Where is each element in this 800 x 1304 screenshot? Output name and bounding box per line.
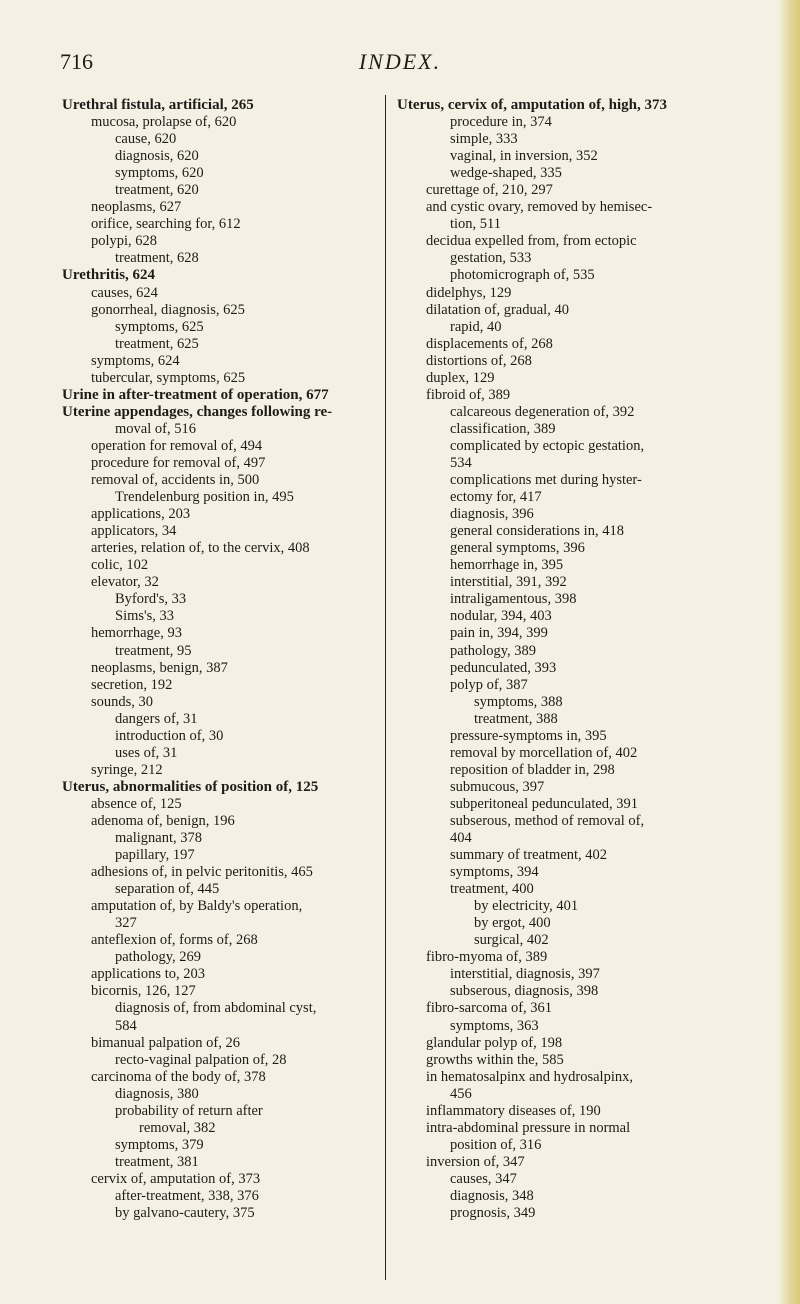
index-entry: fibroid of, 389 <box>426 386 511 403</box>
index-entry: decidua expelled from, from ectopic <box>426 233 637 250</box>
index-entry: neoplasms, 627 <box>91 199 182 216</box>
index-entry: treatment, 388 <box>474 710 558 727</box>
index-entry: subserous, diagnosis, 398 <box>450 983 599 1000</box>
index-entry: papillary, 197 <box>115 847 195 864</box>
index-entry: interstitial, diagnosis, 397 <box>450 966 600 983</box>
index-entry: syringe, 212 <box>91 761 163 778</box>
index-entry: moval of, 516 <box>115 420 196 437</box>
index-entry: pain in, 394, 399 <box>450 625 548 642</box>
index-entry: 584 <box>115 1017 137 1034</box>
index-entry: procedure for removal of, 497 <box>91 454 266 471</box>
index-entry: Urethral fistula, artificial, 265 <box>62 97 254 113</box>
index-entry: pressure-symptoms in, 395 <box>450 727 607 744</box>
index-entry: simple, 333 <box>450 131 518 148</box>
index-entry: general symptoms, 396 <box>450 540 585 557</box>
index-entry: Sims's, 33 <box>115 608 175 625</box>
index-entry: 327 <box>115 915 137 932</box>
index-entry: position of, 316 <box>450 1136 542 1153</box>
index-entry: procedure in, 374 <box>450 114 552 131</box>
index-entry: treatment, 625 <box>115 335 199 352</box>
index-entry: neoplasms, benign, 387 <box>91 659 228 676</box>
index-entry: carcinoma of the body of, 378 <box>91 1068 266 1085</box>
index-entry: photomicrograph of, 535 <box>450 267 595 284</box>
index-entry: classification, 389 <box>450 420 556 437</box>
index-entry: duplex, 129 <box>426 369 495 386</box>
index-entry: anteflexion of, forms of, 268 <box>91 932 258 949</box>
index-entry: pedunculated, 393 <box>450 659 557 676</box>
index-column-right <box>397 97 752 1222</box>
index-entry: complications met during hyster- <box>450 472 642 489</box>
index-entry: didelphys, 129 <box>426 284 512 301</box>
index-entry: dangers of, 31 <box>115 710 198 727</box>
index-entry: separation of, 445 <box>115 881 220 898</box>
index-entry: probability of return after <box>115 1102 263 1119</box>
index-entry: curettage of, 210, 297 <box>426 182 553 199</box>
index-entry: hemorrhage in, 395 <box>450 557 564 574</box>
index-entry: symptoms, 388 <box>474 693 563 710</box>
index-entry: pathology, 389 <box>450 642 537 659</box>
index-entry: operation for removal of, 494 <box>91 437 263 454</box>
index-entry: displacements of, 268 <box>426 335 553 352</box>
index-entry: bimanual palpation of, 26 <box>91 1034 240 1051</box>
index-entry: diagnosis of, from abdominal cyst, <box>115 1000 317 1017</box>
page-number: 716 <box>60 49 93 74</box>
index-entry: pathology, 269 <box>115 949 202 966</box>
index-entry: rapid, 40 <box>450 318 502 335</box>
index-entry: amputation of, by Baldy's operation, <box>91 898 303 915</box>
index-entry: Uterine appendages, changes following re- <box>62 403 333 420</box>
index-entry: 404 <box>450 830 472 847</box>
index-entry: adhesions of, in pelvic peritonitis, 465 <box>91 864 313 881</box>
page-edge <box>778 0 800 1304</box>
index-entry: colic, 102 <box>91 557 149 574</box>
index-entry: fibro-sarcoma of, 361 <box>426 1000 553 1017</box>
index-entry: cervix of, amputation of, 373 <box>91 1170 261 1187</box>
page-title: INDEX. <box>358 49 442 74</box>
index-entry: sounds, 30 <box>91 693 154 710</box>
index-entry: applications, 203 <box>91 506 191 523</box>
index-entry: vaginal, in inversion, 352 <box>450 148 598 165</box>
index-entry: polypi, 628 <box>91 233 158 250</box>
column-divider <box>385 95 386 1280</box>
index-entry: symptoms, 624 <box>91 352 180 369</box>
index-entry: introduction of, 30 <box>115 727 224 744</box>
index-entry: Urethritis, 624 <box>62 267 156 284</box>
index-entry: removal, 382 <box>139 1119 216 1136</box>
index-entry: by electricity, 401 <box>474 898 579 915</box>
index-entry: treatment, 628 <box>115 250 199 267</box>
index-entry: symptoms, 379 <box>115 1136 204 1153</box>
index-entry: symptoms, 620 <box>115 165 204 182</box>
index-entry: fibro-myoma of, 389 <box>426 949 548 966</box>
index-entry: polyp of, 387 <box>450 676 528 693</box>
index-entry: cause, 620 <box>115 131 177 148</box>
index-entry: complicated by ectopic gestation, <box>450 437 645 454</box>
index-entry: tubercular, symptoms, 625 <box>91 369 246 386</box>
index-entry: interstitial, 391, 392 <box>450 574 567 591</box>
index-entry: elevator, 32 <box>91 574 159 591</box>
index-entry: general considerations in, 418 <box>450 523 624 540</box>
index-entry: symptoms, 363 <box>450 1017 539 1034</box>
index-entry: Uterus, abnormalities of position of, 125 <box>62 778 319 795</box>
index-entry: symptoms, 394 <box>450 864 539 881</box>
index-entry: adenoma of, benign, 196 <box>91 812 235 829</box>
index-entry: 534 <box>450 454 472 471</box>
index-entry: recto-vaginal palpation of, 28 <box>115 1051 287 1068</box>
index-entry: summary of treatment, 402 <box>450 847 608 864</box>
index-entry: intraligamentous, 398 <box>450 591 577 608</box>
index-entry: intra-abdominal pressure in normal <box>426 1119 631 1136</box>
index-entry: malignant, 378 <box>115 830 202 847</box>
index-entry: inversion of, 347 <box>426 1153 525 1170</box>
index-entry: submucous, 397 <box>450 778 545 795</box>
page-header <box>0 49 800 79</box>
index-entry: bicornis, 126, 127 <box>91 983 196 1000</box>
index-entry: nodular, 394, 403 <box>450 608 552 625</box>
index-entry: removal of, accidents in, 500 <box>91 472 260 489</box>
index-entry: calcareous degeneration of, 392 <box>450 403 635 420</box>
index-entry: causes, 347 <box>450 1170 517 1187</box>
index-entry: orifice, searching for, 612 <box>91 216 241 233</box>
index-entry: distortions of, 268 <box>426 352 532 369</box>
index-entry: treatment, 95 <box>115 642 192 659</box>
index-entry: causes, 624 <box>91 284 158 301</box>
index-entry: reposition of bladder in, 298 <box>450 761 615 778</box>
index-entry: growths within the, 585 <box>426 1051 564 1068</box>
index-entry: diagnosis, 396 <box>450 506 534 523</box>
index-entry: treatment, 400 <box>450 881 534 898</box>
index-entry: surgical, 402 <box>474 932 549 949</box>
index-entry: uses of, 31 <box>115 744 178 761</box>
index-entry: by galvano-cautery, 375 <box>115 1205 255 1222</box>
index-entry: subperitoneal pedunculated, 391 <box>450 795 639 812</box>
index-entry: Uterus, cervix of, amputation of, high, 373 <box>397 97 667 113</box>
index-entry: glandular polyp of, 198 <box>426 1034 563 1051</box>
index-entry: in hematosalpinx and hydrosalpinx, <box>426 1068 633 1085</box>
index-entry: diagnosis, 620 <box>115 148 199 165</box>
index-entry: applications to, 203 <box>91 966 205 983</box>
index-entry: hemorrhage, 93 <box>91 625 182 642</box>
index-entry: 456 <box>450 1085 472 1102</box>
index-entry: treatment, 620 <box>115 182 199 199</box>
index-entry: after-treatment, 338, 376 <box>115 1188 259 1204</box>
index-entry: removal by morcellation of, 402 <box>450 744 638 761</box>
index-column-left <box>62 97 417 1222</box>
index-entry: tion, 511 <box>450 216 502 233</box>
index-entry: secretion, 192 <box>91 676 173 693</box>
index-entry: gestation, 533 <box>450 250 532 267</box>
index-entry: dilatation of, gradual, 40 <box>426 301 569 318</box>
index-entry: absence of, 125 <box>91 795 182 812</box>
index-entry: gonorrheal, diagnosis, 625 <box>91 301 245 318</box>
index-entry: by ergot, 400 <box>474 915 551 932</box>
index-entry: inflammatory diseases of, 190 <box>426 1102 601 1119</box>
index-entry: ectomy for, 417 <box>450 489 542 506</box>
index-entry: arteries, relation of, to the cervix, 408 <box>91 540 310 557</box>
index-entry: symptoms, 625 <box>115 318 204 335</box>
index-entry: applicators, 34 <box>91 523 177 540</box>
index-entry: treatment, 381 <box>115 1153 199 1170</box>
index-entry: mucosa, prolapse of, 620 <box>91 114 237 131</box>
index-entry: diagnosis, 380 <box>115 1085 199 1102</box>
index-entry: Urine in after-treatment of operation, 677 <box>62 386 329 403</box>
index-entry: prognosis, 349 <box>450 1205 536 1222</box>
index-entry: subserous, method of removal of, <box>450 812 645 829</box>
index-entry: and cystic ovary, removed by hemisec- <box>426 199 653 216</box>
index-entry: Byford's, 33 <box>115 591 187 608</box>
index-entry: wedge-shaped, 335 <box>450 165 562 182</box>
index-entry: Trendelenburg position in, 495 <box>115 489 294 506</box>
index-entry: diagnosis, 348 <box>450 1188 534 1204</box>
